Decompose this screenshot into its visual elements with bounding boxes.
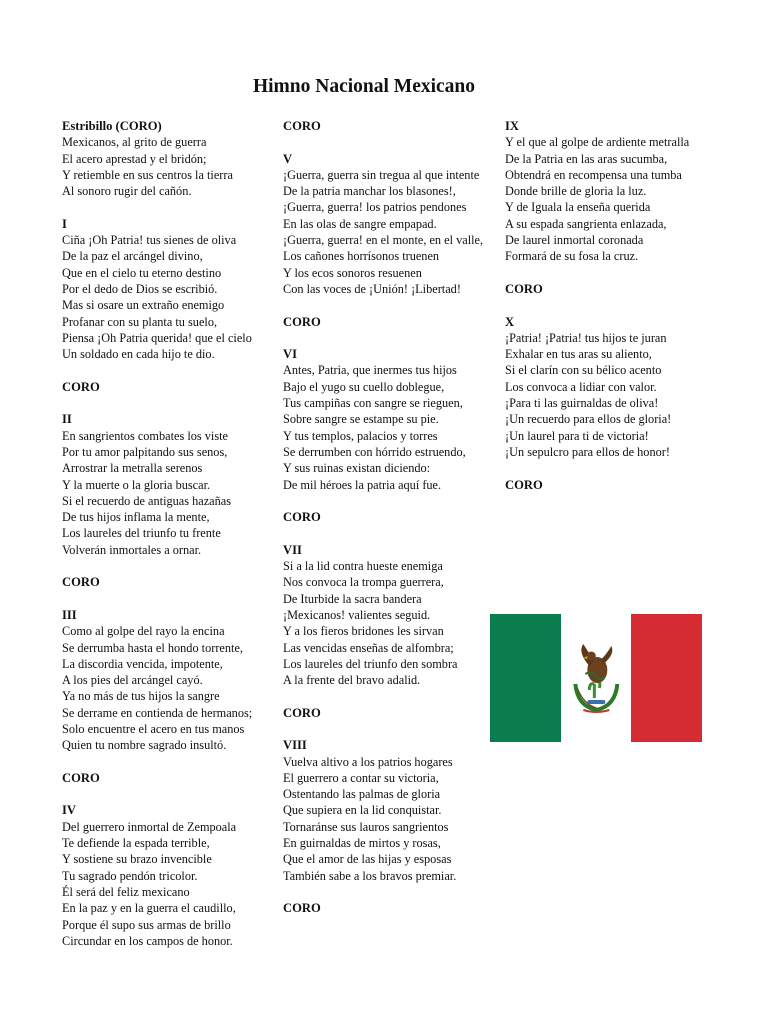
verse-line: ¡Mexicanos! valientes seguid. bbox=[283, 607, 431, 622]
stanza-gap bbox=[62, 786, 277, 802]
stanza-block bbox=[283, 118, 495, 134]
stanza-gap bbox=[283, 297, 495, 313]
stanza-gap bbox=[62, 558, 277, 574]
verse-line: Circundar en los campos de honor. bbox=[62, 933, 233, 948]
verse-line: Los laureles del triunfo den sombra bbox=[283, 656, 458, 671]
verse-line: De mil héroes la patria aquí fue. bbox=[283, 477, 442, 492]
stanza-block bbox=[283, 542, 495, 689]
verse-line: Ciña ¡Oh Patria! tus sienes de oliva bbox=[62, 233, 237, 248]
verse-line: Los convoca a lidiar con valor. bbox=[505, 379, 657, 394]
verse-line: Si a la lid contra hueste enemiga bbox=[283, 559, 443, 574]
stanza-block bbox=[283, 151, 495, 298]
stanza-heading: V bbox=[283, 151, 293, 166]
verse-line: Quien tu nombre sagrado insultó. bbox=[62, 738, 227, 753]
verse-line: Formará de su fosa la cruz. bbox=[505, 249, 639, 264]
verse-line: Como al golpe del rayo la encina bbox=[62, 624, 225, 639]
stanza-block bbox=[62, 607, 277, 754]
verse-line: Porque él supo sus armas de brillo bbox=[62, 917, 231, 932]
flag-green-stripe bbox=[490, 614, 561, 742]
verse-line: Antes, Patria, que inermes tus hijos bbox=[283, 363, 457, 378]
verse-line: Y la muerte o la gloria buscar. bbox=[62, 477, 211, 492]
coro-heading: CORO bbox=[62, 379, 100, 394]
verse-line: De Iturbide la sacra bandera bbox=[283, 591, 422, 606]
verse-line: Exhalar en tus aras su aliento, bbox=[505, 347, 652, 362]
verse-line: En las olas de sangre empapad. bbox=[283, 216, 437, 231]
verse-line: ¡Un recuerdo para ellos de gloria! bbox=[505, 412, 672, 427]
verse-line: A los pies del arcángel cayó. bbox=[62, 673, 203, 688]
stanza-block bbox=[62, 574, 277, 590]
verse-line: Tus campiñas con sangre se rieguen, bbox=[283, 396, 463, 411]
stanza-heading: VIII bbox=[283, 738, 307, 753]
coro-heading: CORO bbox=[283, 901, 321, 916]
verse-line: Y los ecos sonoros resuenen bbox=[283, 265, 422, 280]
verse-line: Te defiende la espada terrible, bbox=[62, 836, 210, 851]
stanza-block bbox=[62, 770, 277, 786]
verse-line: ¡Guerra, guerra! en el monte, en el valle, bbox=[283, 233, 484, 248]
verse-line: El acero aprestad y el bridón; bbox=[62, 151, 207, 166]
verse-line: Vuelva altivo a los patrios hogares bbox=[283, 754, 453, 769]
stanza-gap bbox=[283, 688, 495, 704]
verse-line: Y sus ruinas existan diciendo: bbox=[283, 461, 431, 476]
verse-line: ¡Guerra, guerra sin tregua al que intente bbox=[283, 167, 480, 182]
verse-line: Y retiemble en sus centros la tierra bbox=[62, 167, 233, 182]
stanza-gap bbox=[283, 330, 495, 346]
coro-heading: CORO bbox=[62, 770, 100, 785]
verse-line: ¡Para ti las guirnaldas de oliva! bbox=[505, 396, 659, 411]
column-2 bbox=[283, 118, 495, 917]
verse-line: Profanar con su planta tu suelo, bbox=[62, 314, 218, 329]
verse-line: De laurel inmortal coronada bbox=[505, 233, 644, 248]
verse-line: Ya no más de tus hijos la sangre bbox=[62, 689, 220, 704]
stanza-block bbox=[283, 314, 495, 330]
stanza-block bbox=[62, 216, 277, 363]
verse-line: Los cañones horrísonos truenen bbox=[283, 249, 440, 264]
verse-line: Piensa ¡Oh Patria querida! que el cielo bbox=[62, 330, 252, 345]
verse-line: La discordia vencida, impotente, bbox=[62, 656, 223, 671]
stanza-block bbox=[62, 411, 277, 558]
verse-line: ¡Patria! ¡Patria! tus hijos te juran bbox=[505, 330, 667, 345]
verse-line: En sangrientos combates los viste bbox=[62, 428, 228, 443]
verse-line: De la paz el arcángel divino, bbox=[62, 249, 203, 264]
flag-white-stripe bbox=[561, 614, 632, 742]
stanza-block bbox=[62, 118, 277, 199]
verse-line: Volverán inmortales a ornar. bbox=[62, 542, 202, 557]
verse-line: A la frente del bravo adalid. bbox=[283, 673, 421, 688]
verse-line: Obtendrá en recompensa una tumba bbox=[505, 167, 682, 182]
stanza-gap bbox=[283, 721, 495, 737]
stanza-block bbox=[505, 281, 730, 297]
verse-line: Si el recuerdo de antiguas hazañas bbox=[62, 493, 232, 508]
verse-line: A su espada sangrienta enlazada, bbox=[505, 216, 667, 231]
verse-line: Tu sagrado pendón tricolor. bbox=[62, 868, 198, 883]
stanza-gap bbox=[62, 754, 277, 770]
verse-line: Que el amor de las hijas y esposas bbox=[283, 852, 452, 867]
verse-line: De la Patria en las aras sucumba, bbox=[505, 151, 668, 166]
verse-line: Por tu amor palpitando sus senos, bbox=[62, 444, 228, 459]
coro-heading: CORO bbox=[505, 477, 543, 492]
page-title: Himno Nacional Mexicano bbox=[252, 76, 476, 97]
stanza-block bbox=[283, 737, 495, 884]
verse-line: Un soldado en cada hijo te dio. bbox=[62, 347, 215, 362]
verse-line: ¡Un laurel para ti de victoria! bbox=[505, 428, 649, 443]
stanza-gap bbox=[62, 591, 277, 607]
verse-line: Del guerrero inmortal de Zempoala bbox=[62, 819, 237, 834]
stanza-gap bbox=[283, 134, 495, 150]
verse-line: Nos convoca la trompa guerrera, bbox=[283, 575, 444, 590]
stanza-heading: III bbox=[62, 607, 77, 622]
verse-line: Los laureles del triunfo tu frente bbox=[62, 526, 221, 541]
stanza-heading: I bbox=[62, 216, 67, 231]
verse-line: Se derrumba hasta el hondo torrente, bbox=[62, 640, 243, 655]
coro-heading: CORO bbox=[283, 705, 321, 720]
verse-line: Por el dedo de Dios se escribió. bbox=[62, 281, 218, 296]
stanza-heading: IX bbox=[505, 119, 519, 133]
verse-line: Ostentando las palmas de gloria bbox=[283, 787, 441, 802]
verse-line: El guerrero a contar su victoria, bbox=[283, 770, 439, 785]
stanza-gap bbox=[62, 395, 277, 411]
stanza-gap bbox=[505, 265, 730, 281]
verse-line: En guirnaldas de mirtos y rosas, bbox=[283, 836, 441, 851]
verse-line: Y sostiene su brazo invencible bbox=[62, 852, 212, 867]
verse-line: Las vencidas enseñas de alfombra; bbox=[283, 640, 454, 655]
column-1 bbox=[62, 118, 277, 949]
stanza-block bbox=[62, 802, 277, 949]
stanza-heading: II bbox=[62, 412, 72, 427]
stanza-gap bbox=[62, 362, 277, 378]
stanza-gap bbox=[283, 884, 495, 900]
verse-line: ¡Un sepulcro para ellos de honor! bbox=[505, 444, 670, 459]
verse-line: Y de Iguala la enseña querida bbox=[505, 200, 651, 215]
verse-line: De la patria manchar los blasones!, bbox=[283, 184, 456, 199]
stanza-block bbox=[505, 477, 730, 493]
stanza-block bbox=[283, 509, 495, 525]
verse-line: Donde brille de gloria la luz. bbox=[505, 184, 647, 199]
verse-line: Tornaránse sus lauros sangrientos bbox=[283, 819, 449, 834]
verse-line: Y tus templos, palacios y torres bbox=[283, 428, 438, 443]
stanza-heading: X bbox=[505, 314, 515, 329]
verse-line: Se derrumben con hórrido estruendo, bbox=[283, 444, 466, 459]
verse-line: Bajo el yugo su cuello doblegue, bbox=[283, 379, 445, 394]
verse-line: De tus hijos inflama la mente, bbox=[62, 510, 210, 525]
stanza-heading: IV bbox=[62, 803, 76, 818]
verse-line: Arrostrar la metralla serenos bbox=[62, 461, 203, 476]
verse-line: También sabe a los bravos premiar. bbox=[283, 868, 457, 883]
stanza-heading: VII bbox=[283, 542, 302, 557]
stanza-gap bbox=[283, 525, 495, 541]
stanza-gap bbox=[283, 493, 495, 509]
coro-heading: CORO bbox=[505, 281, 543, 296]
verse-line: Se derrame en contienda de hermanos; bbox=[62, 705, 253, 720]
verse-line: Solo encuentre el acero en tus manos bbox=[62, 721, 245, 736]
coro-heading: CORO bbox=[62, 575, 100, 590]
verse-line: Que en el cielo tu eterno destino bbox=[62, 265, 222, 280]
verse-line: Y a los fieros bridones les sirvan bbox=[283, 624, 444, 639]
verse-line: Al sonoro rugir del cañón. bbox=[62, 184, 192, 199]
verse-line: ¡Guerra, guerra! los patrios pendones bbox=[283, 200, 467, 215]
verse-line: Mas si osare un extraño enemigo bbox=[62, 298, 225, 313]
mexican-flag bbox=[490, 614, 702, 742]
stanza-block bbox=[283, 705, 495, 721]
column-3 bbox=[505, 118, 730, 493]
verse-line: Y el que al golpe de ardiente metralla bbox=[505, 135, 690, 150]
coro-heading: CORO bbox=[283, 314, 321, 329]
verse-line: Con las voces de ¡Unión! ¡Libertad! bbox=[283, 281, 461, 296]
coat-of-arms-icon bbox=[561, 614, 632, 742]
stanza-gap bbox=[62, 199, 277, 215]
coro-heading: CORO bbox=[283, 510, 321, 525]
stanza-gap bbox=[505, 460, 730, 476]
stanza-block bbox=[62, 379, 277, 395]
coro-heading: CORO bbox=[283, 119, 321, 133]
stanza-block bbox=[505, 118, 730, 265]
stanza-block bbox=[283, 346, 495, 493]
flag-red-stripe bbox=[631, 614, 702, 742]
verse-line: Sobre sangre se estampe su pie. bbox=[283, 412, 439, 427]
verse-line: Mexicanos, al grito de guerra bbox=[62, 135, 207, 150]
verse-line: Él será del feliz mexicano bbox=[62, 884, 190, 899]
stanza-heading: VI bbox=[283, 347, 297, 362]
verse-line: Si el clarín con su bélico acento bbox=[505, 363, 662, 378]
verse-line: Que supiera en la lid conquistar. bbox=[283, 803, 442, 818]
stanza-gap bbox=[505, 297, 730, 313]
stanza-block bbox=[505, 314, 730, 461]
stanza-block bbox=[283, 900, 495, 916]
stanza-heading: Estribillo (CORO) bbox=[62, 119, 162, 133]
verse-line: En la paz y en la guerra el caudillo, bbox=[62, 901, 236, 916]
